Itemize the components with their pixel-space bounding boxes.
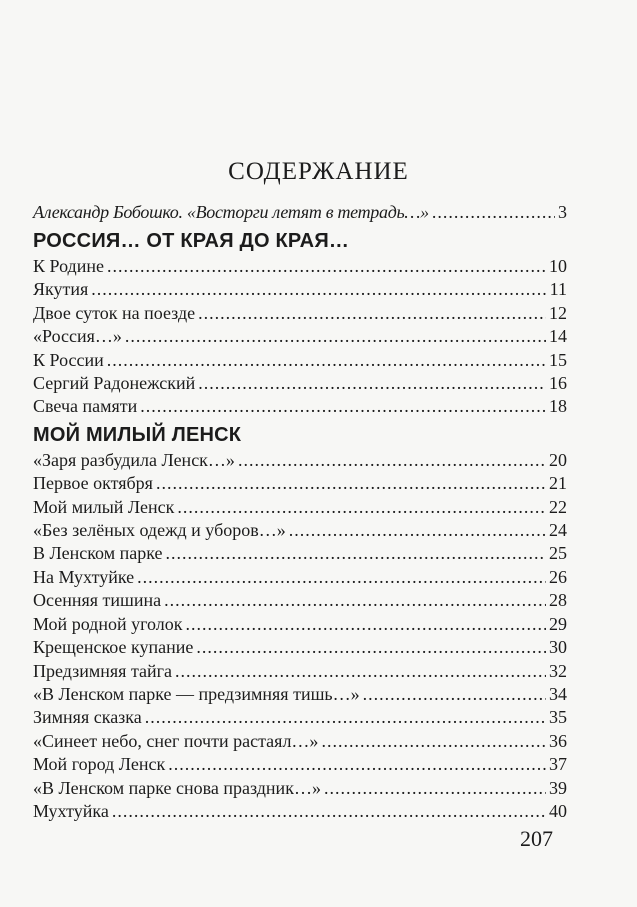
toc-entry <box>33 325 567 348</box>
page-title: СОДЕРЖАНИЕ <box>228 158 409 185</box>
toc-entry-label: В Ленском парке <box>33 543 163 564</box>
toc-leader-dots <box>112 800 546 823</box>
toc-entry-label: «Без зелёных одежд и уборов…» <box>33 520 286 541</box>
toc-leader-dots <box>164 589 546 612</box>
section-list-lensk <box>33 449 567 824</box>
toc-entry-page: 11 <box>549 279 567 300</box>
toc-entry <box>33 496 567 519</box>
toc-entry-label: Предзимняя тайга <box>33 660 173 681</box>
toc-entry-page: 21 <box>549 473 567 494</box>
toc-entry-label: Якутия <box>33 279 89 300</box>
toc-entry-label: На Мухтуйке <box>33 566 135 587</box>
section-list-russia <box>33 255 567 419</box>
toc-entry-label: Крещенское купание <box>33 637 194 658</box>
toc-entry <box>33 519 567 542</box>
toc-entry <box>33 372 567 395</box>
page-number: 207 <box>520 826 553 851</box>
toc-leader-dots <box>198 372 546 395</box>
toc-entry-label: Мой город Ленск <box>33 754 166 775</box>
toc-entry-label: «В Ленском парке — предзимняя тишь…» <box>33 683 360 704</box>
toc-entry-page: 16 <box>549 373 567 394</box>
toc-entry-label: «Заря разбудила Ленск…» <box>33 449 235 470</box>
toc-entry-label: Осенняя тишина <box>33 590 162 611</box>
toc-intro-entry <box>33 200 567 225</box>
toc-entry-page: 37 <box>549 754 567 775</box>
toc-entry-page: 3 <box>558 202 567 222</box>
toc-entry-page: 35 <box>549 707 567 728</box>
toc-entry <box>33 636 567 659</box>
toc-leader-dots <box>238 449 546 472</box>
toc-entry-page: 29 <box>549 613 567 634</box>
toc-leader-dots <box>432 200 555 225</box>
toc-entry-page: 25 <box>549 543 567 564</box>
section-heading-lensk: МОЙ МИЛЫЙ ЛЕНСК <box>33 423 242 446</box>
toc-entry-page: 40 <box>549 800 567 821</box>
toc-entry-label: К России <box>33 349 104 370</box>
toc-leader-dots <box>156 472 546 495</box>
toc-entry-label: Первое октября <box>33 473 153 494</box>
toc-leader-dots <box>168 753 546 776</box>
toc-entry-page: 32 <box>549 660 567 681</box>
toc-entry-page: 22 <box>549 496 567 517</box>
toc-entry <box>33 566 567 589</box>
toc-entry <box>33 589 567 612</box>
toc-entry <box>33 472 567 495</box>
toc-leader-dots <box>196 636 546 659</box>
toc-entry <box>33 349 567 372</box>
toc-entry-page: 15 <box>549 349 567 370</box>
toc-entry-label: К Родине <box>33 256 104 276</box>
toc-leader-dots <box>125 325 546 348</box>
toc-leader-dots <box>107 349 546 372</box>
toc-entry <box>33 753 567 776</box>
toc-entry-page: 20 <box>549 449 567 470</box>
toc-entry-page: 10 <box>549 256 567 276</box>
toc-leader-dots <box>107 255 546 278</box>
toc-leader-dots <box>145 706 546 729</box>
toc-entry <box>33 449 567 472</box>
toc-entry-page: 14 <box>549 326 567 347</box>
toc-leader-dots <box>175 660 546 683</box>
toc-leader-dots <box>177 496 546 519</box>
toc-entry <box>33 730 567 753</box>
toc-entry-label: «Синеет небо, снег почти растаял…» <box>33 730 319 751</box>
toc-entry-label: Двое суток на поезде <box>33 302 196 323</box>
toc-entry <box>33 255 567 278</box>
toc-entry <box>33 395 567 418</box>
toc-entry-label: Мой родной уголок <box>33 613 183 634</box>
toc-leader-dots <box>140 395 546 418</box>
toc-entry <box>33 302 567 325</box>
toc-leader-dots <box>363 683 546 706</box>
toc-entry-page: 12 <box>549 302 567 323</box>
toc-entry-page: 30 <box>549 637 567 658</box>
toc-entry <box>33 613 567 636</box>
toc-entry-label: Мой милый Ленск <box>33 496 175 517</box>
toc-entry <box>33 777 567 800</box>
toc-entry-page: 39 <box>549 777 567 798</box>
table-of-contents <box>33 200 567 823</box>
toc-leader-dots <box>137 566 546 589</box>
toc-leader-dots <box>166 542 547 565</box>
toc-entry-label: Мухтуйка <box>33 800 109 821</box>
toc-entry <box>33 683 567 706</box>
toc-entry-page: 24 <box>549 520 567 541</box>
toc-leader-dots <box>321 730 546 753</box>
section-heading-russia: РОССИЯ… ОТ КРАЯ ДО КРАЯ… <box>33 230 350 252</box>
toc-entry-page: 28 <box>549 590 567 611</box>
toc-entry-page: 26 <box>549 566 567 587</box>
toc-entry <box>33 278 567 301</box>
toc-entry <box>33 800 567 823</box>
toc-entry-page: 18 <box>549 396 567 417</box>
toc-entry <box>33 706 567 729</box>
toc-entry-label: Свеча памяти <box>33 396 138 417</box>
toc-entry-label: «Россия…» <box>33 326 122 347</box>
toc-entry-label: «В Ленском парке снова праздник…» <box>33 777 321 798</box>
toc-leader-dots <box>186 613 546 636</box>
toc-leader-dots <box>289 519 546 542</box>
toc-leader-dots <box>324 777 546 800</box>
toc-leader-dots <box>91 278 546 301</box>
toc-entry-page: 36 <box>549 730 567 751</box>
toc-entry <box>33 660 567 683</box>
toc-entry-page: 34 <box>549 683 567 704</box>
toc-entry-label: Александр Бобошко. «Восторги летят в тетрадь…» <box>33 202 429 222</box>
toc-leader-dots <box>198 302 546 325</box>
toc-entry-label: Сергий Радонежский <box>33 373 196 394</box>
toc-entry-label: Зимняя сказка <box>33 707 142 728</box>
toc-entry <box>33 542 567 565</box>
